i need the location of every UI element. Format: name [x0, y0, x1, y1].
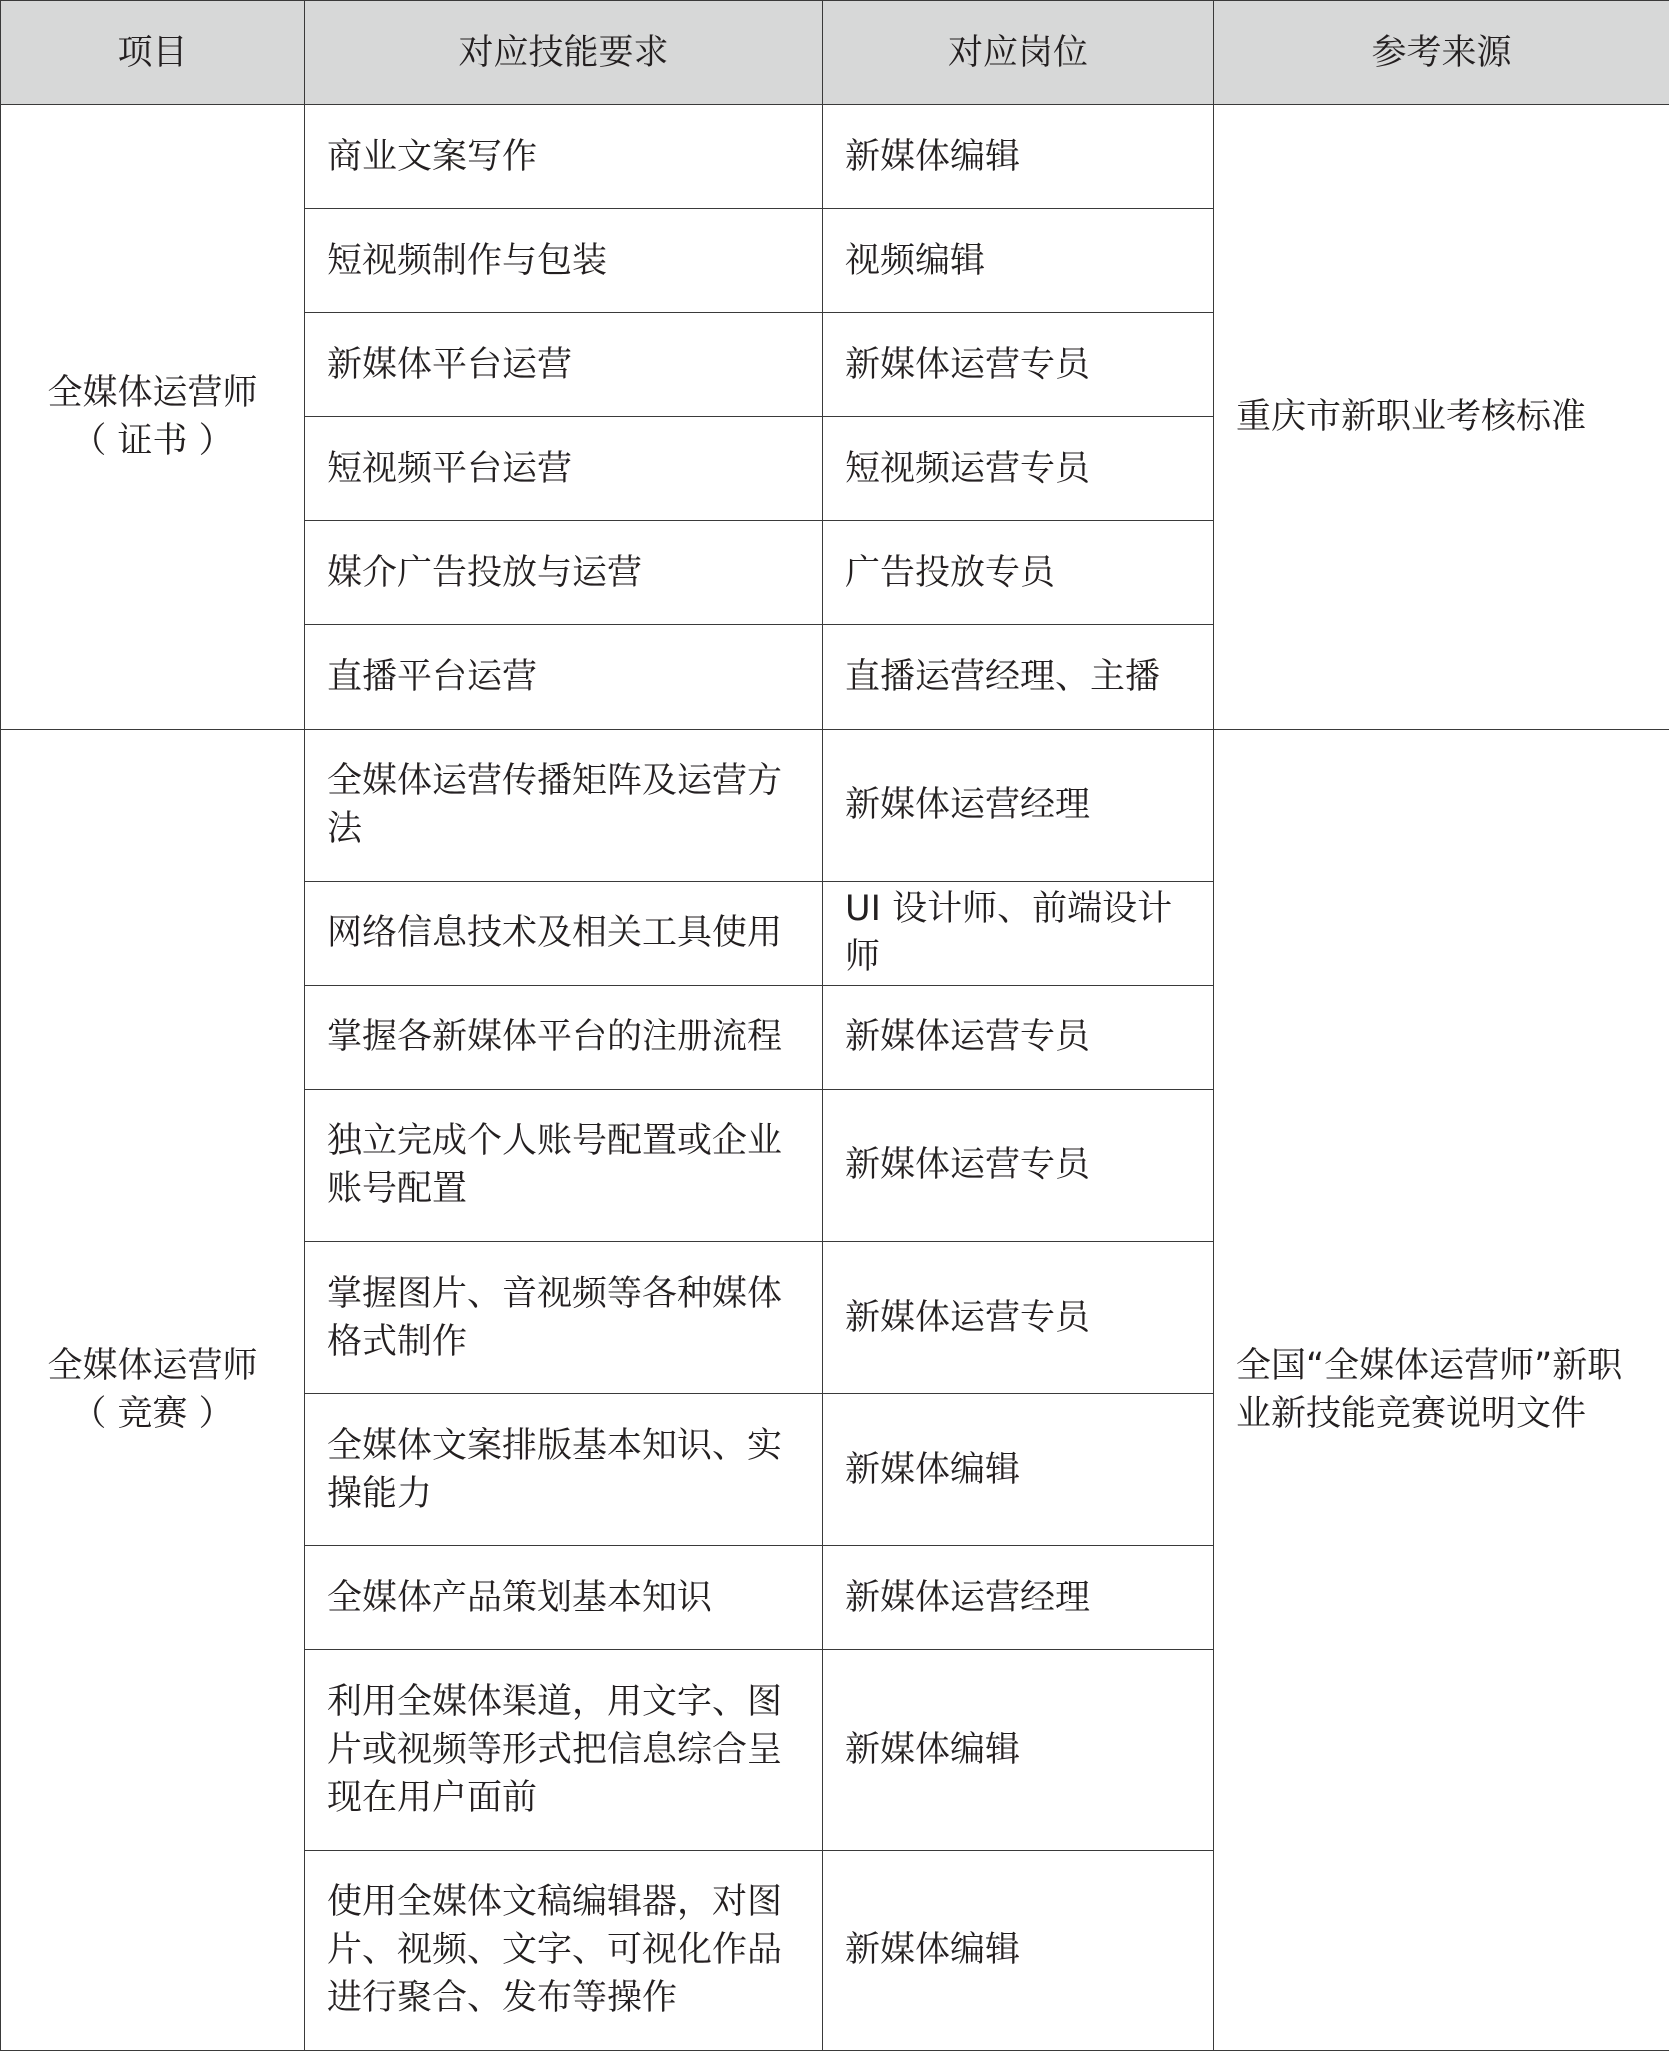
header-skill: 对应技能要求	[305, 1, 823, 105]
header-project: 项目	[1, 1, 305, 105]
skill-cell: 全媒体运营传播矩阵及运营方法	[305, 729, 823, 881]
skill-cell: 新媒体平台运营	[305, 313, 823, 417]
skill-cell: 使用全媒体文稿编辑器，对图片、视频、文字、可视化作品进行聚合、发布等操作	[305, 1850, 823, 2050]
project-type: （ 证书 ）	[71, 420, 234, 461]
skill-cell: 利用全媒体渠道，用文字、图片或视频等形式把信息综合呈现在用户面前	[305, 1650, 823, 1850]
skill-cell: 全媒体产品策划基本知识	[305, 1546, 823, 1650]
position-cell: 新媒体运营经理	[823, 1546, 1214, 1650]
position-cell: 新媒体编辑	[823, 105, 1214, 209]
skill-cell: 直播平台运营	[305, 625, 823, 729]
project-cell	[1, 729, 305, 2050]
source-cell: 全国“全媒体运营师”新职业新技能竞赛说明文件	[1214, 729, 1669, 2050]
table-row	[1, 105, 1669, 209]
position-cell: 新媒体运营专员	[823, 985, 1214, 1089]
skill-cell: 全媒体文案排版基本知识、实操能力	[305, 1394, 823, 1546]
position-cell: 直播运营经理、主播	[823, 625, 1214, 729]
project-name: 全媒体运营师	[47, 1345, 258, 1386]
header-position: 对应岗位	[823, 1, 1214, 105]
project-cell	[1, 105, 305, 730]
header-source: 参考来源	[1214, 1, 1669, 105]
skill-cell: 掌握图片、音视频等各种媒体格式制作	[305, 1242, 823, 1394]
position-cell: 视频编辑	[823, 209, 1214, 313]
skill-cell: 媒介广告投放与运营	[305, 521, 823, 625]
position-cell: 新媒体运营专员	[823, 313, 1214, 417]
position-cell: 新媒体编辑	[823, 1650, 1214, 1850]
position-cell: 短视频运营专员	[823, 417, 1214, 521]
skill-cell: 网络信息技术及相关工具使用	[305, 881, 823, 985]
skill-cell: 独立完成个人账号配置或企业账号配置	[305, 1089, 823, 1241]
position-cell: 新媒体编辑	[823, 1850, 1214, 2050]
skill-cell: 掌握各新媒体平台的注册流程	[305, 985, 823, 1089]
position-cell: 新媒体编辑	[823, 1394, 1214, 1546]
table-row	[1, 729, 1669, 881]
header-row	[1, 1, 1669, 105]
position-cell: 新媒体运营专员	[823, 1242, 1214, 1394]
skill-cell: 短视频平台运营	[305, 417, 823, 521]
source-cell: 重庆市新职业考核标准	[1214, 105, 1669, 730]
skill-cell: 商业文案写作	[305, 105, 823, 209]
skill-cell: 短视频制作与包装	[305, 209, 823, 313]
position-cell: 新媒体运营专员	[823, 1089, 1214, 1241]
project-type: （ 竞赛 ）	[71, 1393, 234, 1434]
position-cell: UI 设计师、前端设计师	[823, 881, 1214, 985]
project-name: 全媒体运营师	[47, 372, 258, 413]
position-cell: 新媒体运营经理	[823, 729, 1214, 881]
position-cell: 广告投放专员	[823, 521, 1214, 625]
